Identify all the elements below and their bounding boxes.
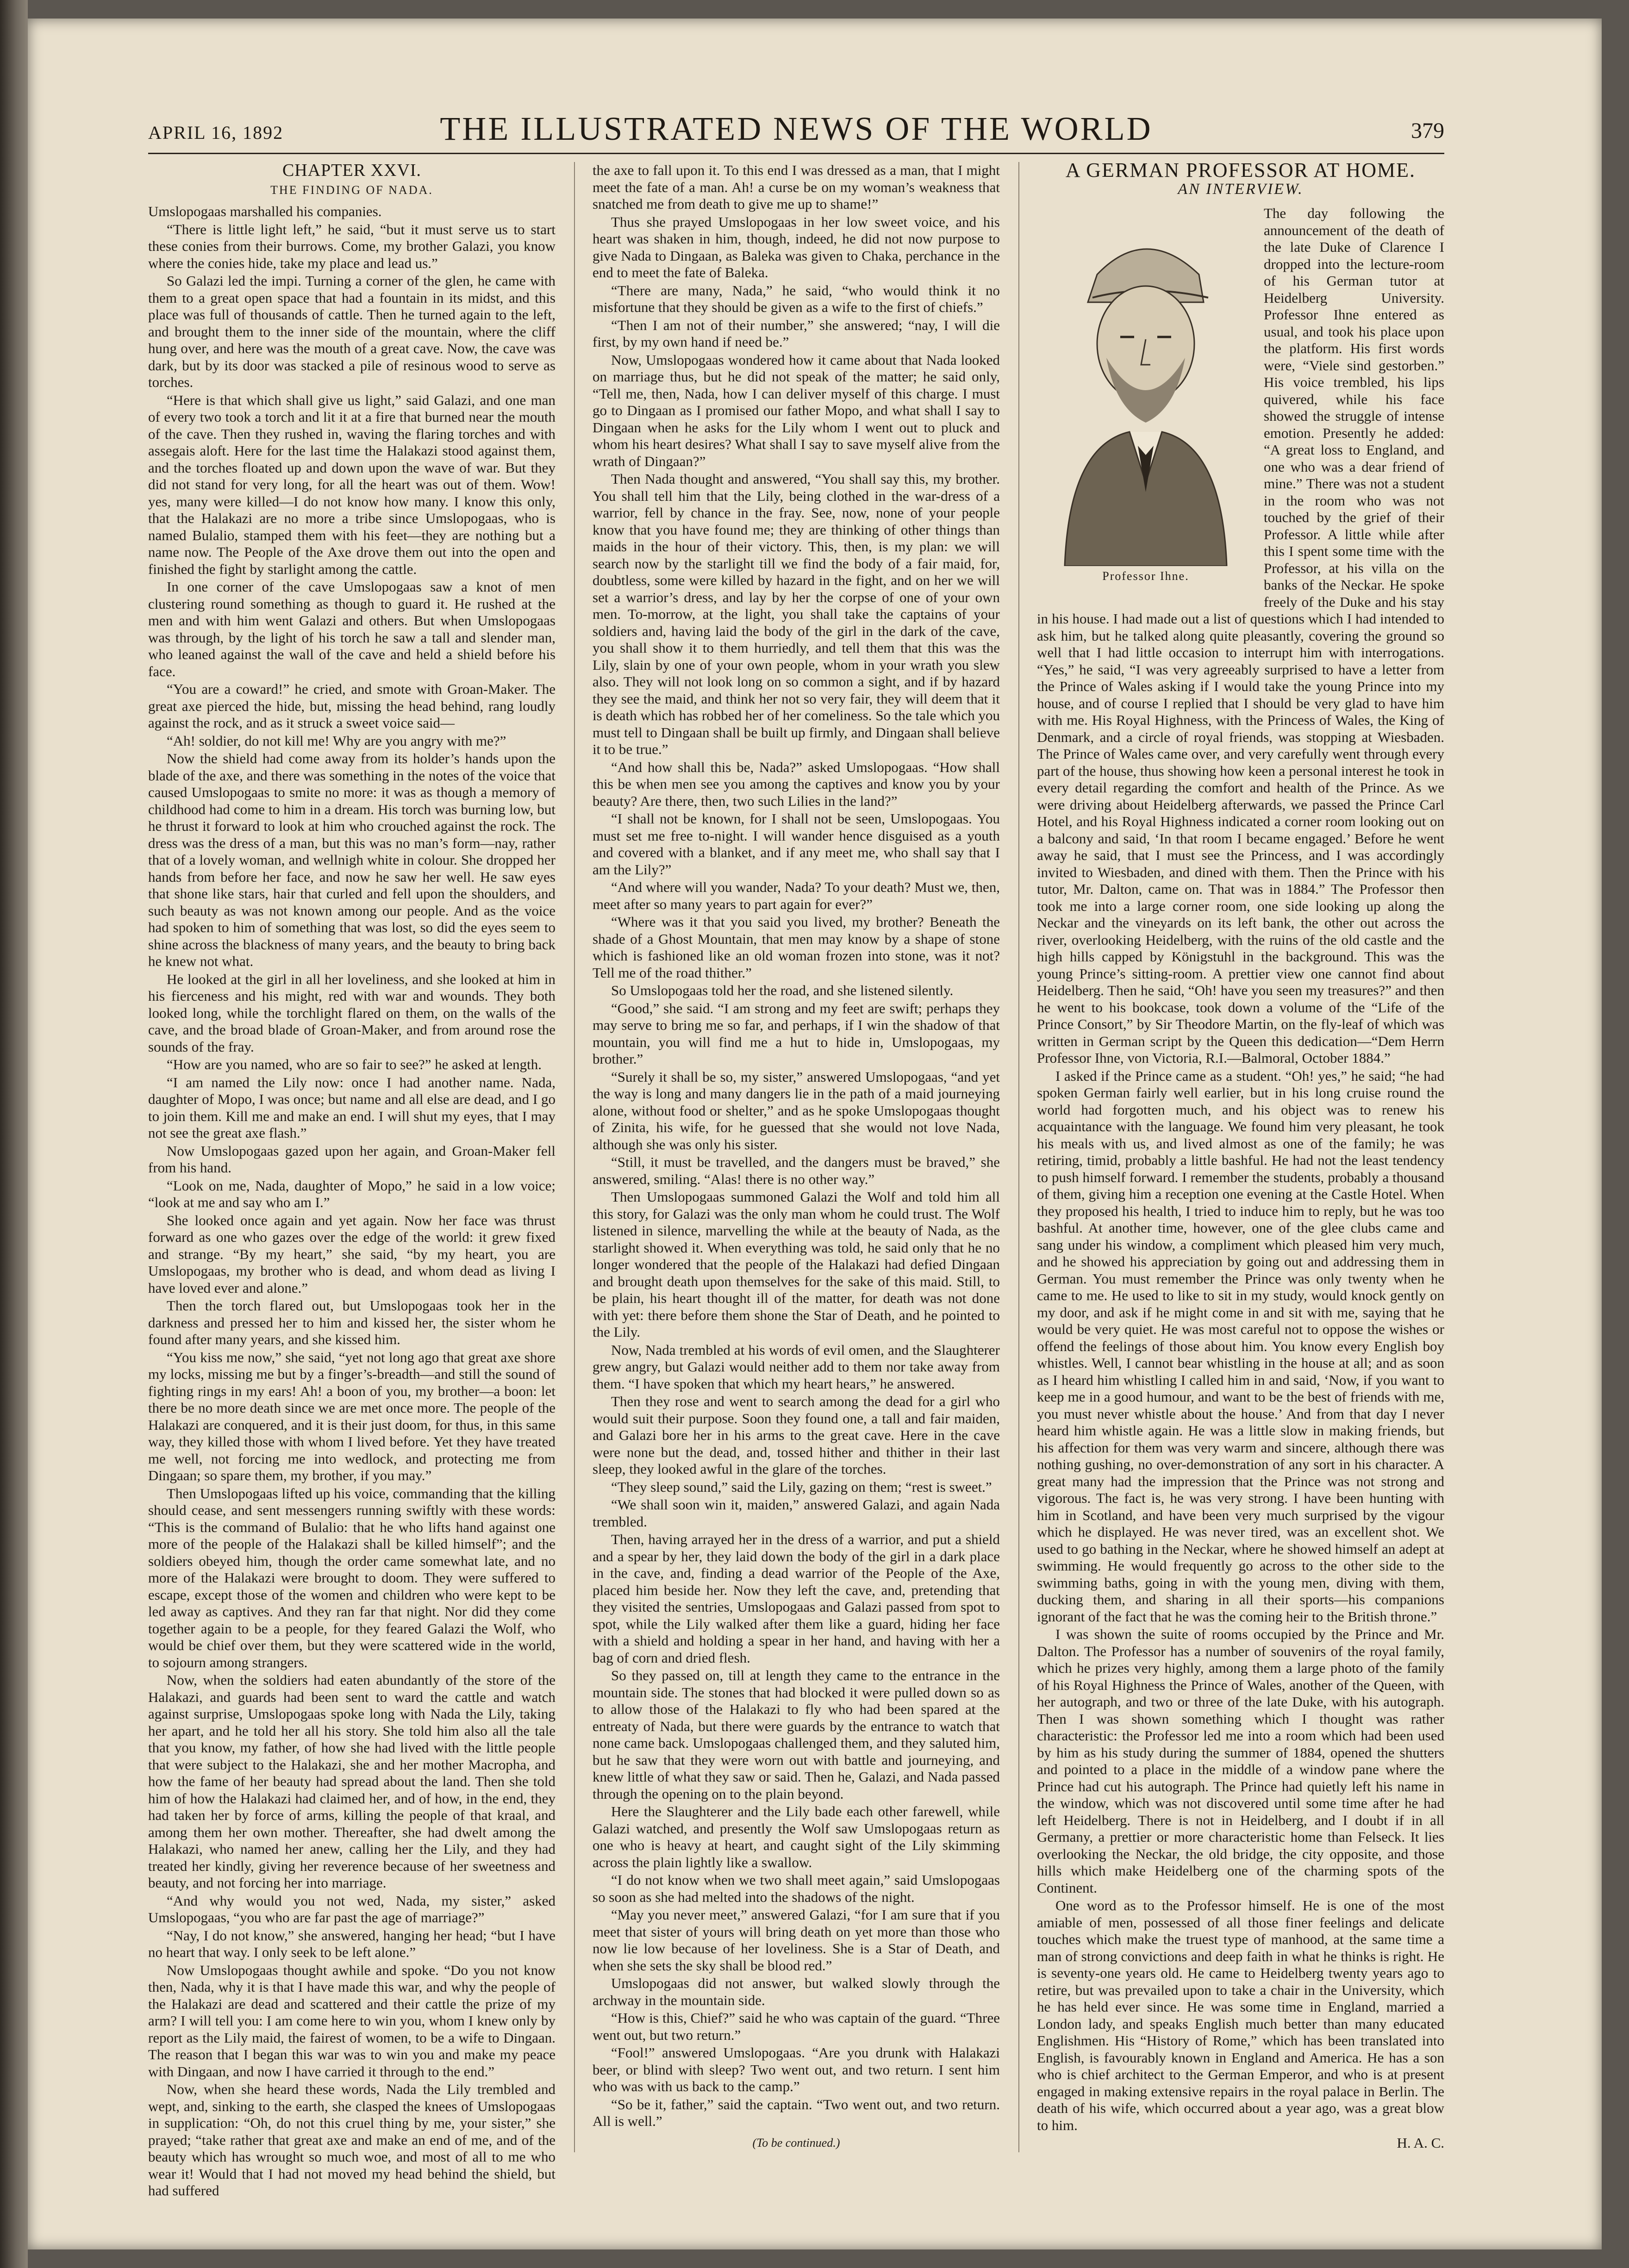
story-paragraph: Now Umslopogaas thought awhile and spoke. “Do you not know then, Nada, why it is that I have made this war, and why the people of the Halakazi are dead and scattered and their cattle the prize of my arm? I will tell you: I am come here to win you, whom I knew only by report as the Lily maid, the fairest of women, to be a wife to Dingaan. The reason that I began this war was to win you and make my peace with Dingaan, and now I have carried it through to the end.” bbox=[148, 1962, 555, 2080]
story-paragraph: “And where will you wander, Nada? To your death? Must we, then, meet after so many years to part again for ever?” bbox=[593, 879, 1000, 912]
story-paragraph: “I shall not be known, for I shall not be seen, Umslopogaas. You must set me free to-night. I will wander hence disguised as a youth and covered with a blanket, and if any meet me, who shall say that I am the Lily?” bbox=[593, 810, 1000, 878]
story-paragraph: Then they rose and went to search among the dead for a girl who would suit their purpose. Soon they found one, a tall and fair maiden, and Galazi bore her in his arms to the great cave. Here in the cave were none but the dead, and, tossed hither and thither in their last sleep, they looked awful in the glare of the torches. bbox=[593, 1393, 1000, 1477]
chapter-subtitle: THE FINDING OF NADA. bbox=[270, 183, 433, 197]
story-paragraph: He looked at the girl in all her loveliness, and she looked at him in his fierceness and his might, red with war and wounds. They both looked long, while the torchlight flared on them, on the walls of the cave, and the broad blade of Groan-Maker, and from around rose the sounds of the fray. bbox=[148, 971, 555, 1055]
story-body-1 bbox=[148, 203, 555, 2199]
masthead bbox=[148, 93, 1444, 148]
story-paragraph: “Nay, I do not know,” she answered, hanging her head; “but I have no heart that way. I only seek to be left alone.” bbox=[148, 1927, 555, 1960]
masthead-rule bbox=[148, 153, 1444, 154]
story-paragraph: “How are you named, who are so fair to see?” he asked at length. bbox=[167, 1056, 542, 1072]
story-paragraph: Then Umslopogaas lifted up his voice, commanding that the killing should cease, and sent messengers running swiftly with these words: “This is the command of Bulalio: that he who lifts hand against one more of the people of the Halakazi shall be killed himself”; and the soldiers obeyed him, though the order came somewhat late, and no more of the Halakazi were brought to doom. They were suffered to escape, except those of the women and children who were kept to be led away as captives. And they ran far that night. Nor did they come together again to be a people, for they feared Galazi the Wolf, who would be chief over them, but they were scattered wide in the world, to sojourn among strangers. bbox=[148, 1485, 555, 1670]
story-paragraph: Now, when she heard these words, Nada the Lily trembled and wept, and, sinking to the earth, she clasped the knees of Umslopogaas in supplication: “Oh, do not this cruel thing by me, your sister,” she prayed; “take rather that great axe and make an end of me, and of the beauty which has wrought so much woe, and most of all to me who wear it! Would that I had not moved my head behind the shield, but had suffered bbox=[148, 2081, 555, 2199]
story-paragraph: Then the torch flared out, but Umslopogaas took her in the darkness and pressed her to him and kissed her, the sister whom he found after many years, and she kissed him. bbox=[148, 1297, 555, 1347]
article-paragraph: I was shown the suite of rooms occupied by the Prince and Mr. Dalton. The Professor has a number of souvenirs of the royal family, which he prizes very highly, among them a large photo of the family of his Royal Highness the Prince of Wales, another of the Queen, with her autograph, and two or three of the late Duke, with his autograph. Then I was shown something which I thought was rather characteristic: the Professor led me into a room which had been used by him as his study during the summer of 1884, opened the shutters and pointed to a place in the middle of a window pane where the Prince had cut his autograph. The Prince had quietly left his name in the window, which was not discovered until some time after he had left Heidelberg. There is not in Heidelberg, and I doubt if in all Germany, a prettier or more characteristic home than Felseck. It lies overlooking the Neckar, the old bridge, the city opposite, and those hills which make Heidelberg one of the charming spots of the Continent. bbox=[1037, 1626, 1444, 1896]
story-paragraph: Now, Nada trembled at his words of evil omen, and the Slaughterer grew angry, but Galazi would neither add to them nor take away from them. “I have spoken that which my heart hears,” he answered. bbox=[593, 1341, 1000, 1392]
to-be-continued: (To be continued.) bbox=[752, 2136, 840, 2150]
story-paragraph: Now, Umslopogaas wondered how it came about that Nada looked on marriage thus, but he did not speak of the matter; he said only, “Tell me, then, Nada, how I can deliver myself of this charge. I must go to Dingaan as I promised our father Mopo, and what shall I say to Dingaan when he asks for the Lily whom I went out to pluck and whom his heart desires? What shall I say to save myself alive from the wrath of Dingaan?” bbox=[593, 351, 1000, 469]
column-divider bbox=[574, 162, 575, 2152]
story-paragraph: “Look on me, Nada, daughter of Mopo,” he said in a low voice; “look at me and say who am I.” bbox=[148, 1177, 555, 1210]
story-paragraph: Here the Slaughterer and the Lily bade each other farewell, while Galazi watched, and presently the Wolf saw Umslopogaas return as one who is heavy at heart, and caught sight of the Lily skimming across the plain lightly like a swallow. bbox=[593, 1803, 1000, 1870]
story-paragraph: So Umslopogaas told her the road, and she listened silently. bbox=[611, 982, 954, 998]
story-paragraph: “And how shall this be, Nada?” asked Umslopogaas. “How shall this be when men see you among the captives and know you by your beauty? Are there, then, two such Lilies in the land?” bbox=[593, 759, 1000, 809]
story-paragraph: Then, having arrayed her in the dress of a warrior, and put a shield and a spear by her, they laid down the body of the girl in a dark place in the cave, and, finding a dead warrior of the People of the Axe, placed him beside her. Now they left the cave, and, pretending that they visited the sentries, Umslopogaas and Galazi passed from spot to spot, while the Lily walked after them like a guard, hiding her face with a shield and holding a spear in her hand, and having with her a bag of corn and dried flesh. bbox=[593, 1531, 1000, 1666]
story-paragraph: “I do not know when we two shall meet again,” said Umslopogaas so soon as she had melted into the shadows of the night. bbox=[593, 1872, 1000, 1905]
story-paragraph: “Good,” she said. “I am strong and my feet are swift; perhaps they may serve to bring me so far, and perhaps, if I win the shadow of that mountain, you will find me a hut to hide in, Umslopogaas, my brother.” bbox=[593, 1000, 1000, 1067]
story-paragraph: “So be it, father,” said the captain. “Two went out, and two return. All is well.” bbox=[593, 2096, 1000, 2129]
professor-portrait-image bbox=[1037, 205, 1255, 566]
story-paragraph: Umslopogaas marshalled his companies. bbox=[148, 203, 382, 219]
story-paragraph: So Galazi led the impi. Turning a corner of the glen, he came with them to a great open space that had a fountain in its midst, and this place was full of thousands of cattle. Then he turned again to the left, and brought them to the inner side of the mountain, where the cliff hung over, and here was the mouth of a great cave. Now, the cave was dark, but by its door was stacked a pile of resinous wood to serve as torches. bbox=[148, 273, 555, 390]
portrait-caption: Professor Ihne. bbox=[1102, 569, 1189, 583]
article-body bbox=[1037, 205, 1444, 2134]
story-column-2 bbox=[593, 162, 1000, 2151]
story-paragraph: “Here is that which shall give us light,” said Galazi, and one man of every two took a torch and lit it at a fire that burned near the mouth of the cave. Then they rushed in, waving the flaring torches and with assegais aloft. Here for the last time the Halakazi stood against them, and the torches floated up and down upon the wave of war. But they did not stand for very long, for all the heart was out of them. Wow! yes, many were killed—I do not know how many. I know this only, that the Halakazi are no more a tribe since Umslopogaas, who is named Bulalio, stamped them with his feet—they are nothing but a name now. The People of the Axe drove them out into the open and finished the fight by starlight among the cattle. bbox=[148, 392, 555, 577]
story-paragraph: “We shall soon win it, maiden,” answered Galazi, and again Nada trembled. bbox=[593, 1496, 1000, 1530]
story-column-1 bbox=[148, 162, 555, 2200]
story-paragraph: She looked once again and yet again. Now her face was thrust forward as one who gazes over the edge of the world: it grew fixed and strange. “By my heart,” she said, “by my heart, you are Umslopogaas, my brother who is dead, and whom dead as living I have loved ever and alone.” bbox=[148, 1212, 555, 1296]
story-paragraph: Now Umslopogaas gazed upon her again, and Groan-Maker fell from his hand. bbox=[148, 1142, 555, 1176]
story-paragraph: Then Nada thought and answered, “You shall say this, my brother. You shall tell him that the Lily, being clothed in the war-dress of a warrior, fell by chance in the fray. See, now, none of your people know that you have found me; they are thinking of other things than maids in the hour of their victory. This, then, is my plan: we will search now by the starlight till we find the body of a fair maid, for, doubtless, some were killed by hazard in the fight, and on her we will set a warrior’s dress, and lay by her the corpse of one of your own men. To-morrow, at the light, you shall take the captains of your soldiers and, having laid the body of the girl in the dark of the cave, you shall show it to them hurriedly, and tell them that this was the Lily, slain by one of your own people, whom in your wrath you slew also. They will not look long on so common a sight, and if by hazard they see the maid, and think her not so very fair, they will deem that it is death which has robbed her of her comeliness. So the tale which you must tell to Dingaan shall be built up firmly, and Dingaan shall believe it to be true.” bbox=[593, 471, 1000, 757]
issue-date: APRIL 16, 1892 bbox=[148, 122, 284, 143]
story-paragraph: “Then I am not of their number,” she answered; “nay, I will die first, by my own hand if need be.” bbox=[593, 317, 1000, 350]
article-paragraph: I asked if the Prince came as a student. “Oh! yes,” he said; “he had spoken German fairly well earlier, but in his long cruise round the world had forgotten much, and his object was to renew his acquaintance with the language. We found him very pleasant, he took his meals with us, and lived almost as one of the family; he was retiring, timid, probably a little bashful. He had not the least tendency to push himself forward. I remember the students, probably a thousand of them, giving him a reception one evening at the Castle Hotel. When they proposed his health, I tried to induce him to reply, but he was too bashful. At another time, however, one of the glee clubs came and sang under his window, a compliment which pleased him very much, and he showed his appreciation by going out and addressing them in German. You must remember the Prince was only twenty when he came to me. He used to like to sit in my study, would knock gently on my door, and ask if he might come in and sit with me, saying that he would be very quiet. He was most careful not to oppose the wishes or offend the feelings of those about him. You know every English boy whistles. Well, I cannot bear whistling in the house at all; and as soon as I heard him whistling I called him in and said, ‘Now, if you want to keep me in a good humour, and want to be the best of friends with me, you must never whistle about the house.’ And from that day I never heard him whistle again. He was a little slow in making friends, but his affection for them was very warm and sincere, although there was nothing gushing, no over-demonstration of any sort in his character. A great many had the impression that the Prince was not strong and vigorous. The fact is, he was very strong. I have been hunting with him in Scotland, and have been very much surprised by the vigour which he displayed. He was never tired, was an excellent shot. We used to go bathing in the Neckar, where he showed himself an adept at swimming. He would frequently go across to the other side to the swimming baths, going in with the young men, diving with them, ducking them, and sharing in all their sports—his companions ignorant of the fact that he was the coming heir to the British throne.” bbox=[1037, 1067, 1444, 1625]
story-paragraph: Now, when the soldiers had eaten abundantly of the store of the Halakazi, and guards had been sent to ward the cattle and watch against surprise, Umslopogaas spoke long with Nada the Lily, taking her apart, and he told her all his story. She told him also all the tale that you know, my father, of how she had lived with the little people that were subject to the Halakazi, she and her mother Macropha, and how the fame of her beauty had spread about the land. Then she told him of how the Halakazi had claimed her, and of how, in the end, they had taken her by force of arms, killing the people of that kraal, and among them her own mother. Thereafter, she had dwelt among the Halakazi, who named her anew, calling her the Lily, and they had treated her kindly, giving her reverence because of her sweetness and beauty, and not forcing her into marriage. bbox=[148, 1672, 555, 1891]
story-paragraph: “You kiss me now,” she said, “yet not long ago that great axe shore my locks, missing me but by a finger’s-breadth—and still the sound of fighting rings in my ears! Ah! a boon of you, my brother—a boon: let there be no more death since we are met once more. The people of the Halakazi are conquered, and it is their just doom, for thus, in this same way, they killed those with whom I lived before. Yet they have treated me well, not forcing me into wedlock, and protecting me from Dingaan; so spare them, my brother, if you may.” bbox=[148, 1349, 555, 1483]
story-paragraph: “You are a coward!” he cried, and smote with Groan-Maker. The great axe pierced the hide, but, missing the head behind, rang loudly against the rock, and as it struck a sweet voice said— bbox=[148, 681, 555, 731]
portrait-engraving bbox=[1037, 205, 1255, 594]
story-paragraph: “Where was it that you said you lived, my brother? Beneath the shade of a Ghost Mountain, that men may know by a shape of stone which is fashioned like an old woman frozen into stone, was it not? Tell me of the road thither.” bbox=[593, 914, 1000, 981]
story-paragraph: In one corner of the cave Umslopogaas saw a knot of men clustering round something as though to guard it. He rushed at the men and with him went Galazi and others. But when Umslopogaas was through, by the light of his torch he saw a tall and slender man, who leaned against the wall of the cave and held a shield before his face. bbox=[148, 579, 555, 679]
story-paragraph: Thus she prayed Umslopogaas in her low sweet voice, and his heart was shaken in him, though, indeed, he did not now purpose to give Nada to Dingaan, as Baleka was given to Chaka, perchance in the end to meet the fate of Baleka. bbox=[593, 213, 1000, 280]
story-paragraph: So they passed on, till at length they came to the entrance in the mountain side. The stones that had blocked it were pulled down so as to allow those of the Halakazi to fly who had been spared at the entreaty of Nada, but there were guards by the entrance to watch that none came back. Umslopogaas challenged them, and they saluted him, but he saw that they were worn out with battle and journeying, and knew little of what they saw or said. Then he, Galazi, and Nada passed through the opening on to the plain beyond. bbox=[593, 1667, 1000, 1802]
story-paragraph: the axe to fall upon it. To this end I was dressed as a man, that I might meet the fate of a man. Ah! a curse be on my woman’s weakness that snatched me from death to give me up to shame!” bbox=[593, 162, 1000, 212]
book-spine bbox=[0, 0, 28, 2268]
article-paragraph: One word as to the Professor himself. He is one of the most amiable of men, possessed of all those finer feelings and delicate touches which make the truest type of manhood, at the same time a man of strong convictions and deep faith in what he thinks is right. He is seventy-one years old. He came to Heidelberg twenty years ago to retire, but was prevailed upon to take a chair in the University, which he has held ever since. He was some time in England, married a London lady, and speaks English much better than many educated Englishmen. His “History of Rome,” which has been translated into English, is favourably known in England and America. He has a son who is chief architect to the German Emperor, and who is at present engaged in making extensive repairs in the royal palace in Berlin. The death of his wife, which occurred about a year ago, was a great blow to him. bbox=[1037, 1897, 1444, 2133]
column-divider bbox=[1018, 162, 1019, 2152]
story-paragraph: “There are many, Nada,” he said, “who would think it no misfortune that they should be given as a wife to the first of chiefs.” bbox=[593, 282, 1000, 315]
story-paragraph: “I am named the Lily now: once I had another name. Nada, daughter of Mopo, I was once; but name and all else are dead, and I go to join them. Kill me and make an end. I will shut my eyes, that I may not see the great axe flash.” bbox=[148, 1074, 555, 1141]
story-paragraph: “There is little light left,” he said, “but it must serve us to start these conies from their burrows. Come, my brother Galazi, you know where the conies hide, take my place and lead us.” bbox=[148, 221, 555, 271]
story-body-2 bbox=[593, 162, 1000, 2130]
chapter-heading: CHAPTER XXVI. bbox=[282, 161, 422, 180]
story-paragraph: “Surely it shall be so, my sister,” answered Umslopogaas, “and yet the way is long and many dangers lie in the path of a maid journeying alone, without food or shelter,” and as he spoke Umslopogaas thought of Zinita, his wife, for he guessed that she would not love Nada, although she was only his sister. bbox=[593, 1068, 1000, 1153]
page-number: 379 bbox=[1411, 118, 1444, 143]
story-paragraph: “How is this, Chief?” said he who was captain of the guard. “Three went out, but two return.” bbox=[593, 2010, 1000, 2043]
publication-title: THE ILLUSTRATED NEWS OF THE WORLD bbox=[440, 110, 1153, 147]
article-paragraph: The day following the announcement of the death of the late Duke of Clarence I dropped into the lecture-room of his German tutor at Heidelberg University. Professor Ihne entered as usual, and took his place upon the platform. His first words were, “Viele sind gestorben.” His voice trembled, his lips quivered, while his face showed the struggle of intense emotion. Presently he added: “A great loss to England, and one who was a dear friend of mine.” There was not a student in the room who was not touched by the grief of their Professor. A little while after this I spent some time with the Professor, at his villa on the banks of the Neckar. He spoke freely of the Duke and his stay in his house. I had made out a list of questions which I had intended to ask him, but he talked along quite pleasantly, covering the ground so well that I had little occasion to interrupt him with interrogations. “Yes,” he said, “I was very agreeably surprised to have a letter from the Prince of Wales asking if I would take the young Prince into my house, and of course I replied that I should be very glad to have him with me. His Royal Highness, with the Princess of Wales, the King of Denmark, and a circle of royal friends, was stopping at Wiesbaden. The Prince of Wales came over, and very carefully went through every part of the house, thus showing how keen a personal interest he took in every detail regarding the comfort and health of the Prince. As we were driving about Heidelberg afterwards, we passed the Prince Carl Hotel, and his Royal Highness indicated a corner room looking out on a balcony and said, ‘In that room I became engaged.’ Before he went away he said, that I must see the Princess, and I was accordingly invited to Wiesbaden, and dined with them. Then the Prince with his tutor, Mr. Dalton, came on. That was in 1884.” The Professor then took me into a large corner room, one side looking up along the Neckar and the vineyards on its left bank, the other out across the river, overlooking Heidelberg, with the ruins of the old castle and the high hills capped by Königstuhl in the background. This was the young Prince’s sitting-room. A prettier view one cannot find about Heidelberg. Then he said, “Oh! have you seen my treasures?” and then he went to his bookcase, took down a volume of the “Life of the Prince Consort,” by Sir Theodore Martin, on the fly-leaf of which was written in German script by the Queen this dedication—“Dem Herrn Professor Ihne, von Victoria, R.I.—Balmoral, October 1884.” bbox=[1037, 205, 1444, 1066]
article-subtitle: AN INTERVIEW. bbox=[1178, 180, 1304, 198]
story-paragraph: “Ah! soldier, do not kill me! Why are you angry with me?” bbox=[167, 732, 506, 749]
story-paragraph: “Still, it must be travelled, and the dangers must be braved,” she answered, smiling. “Alas! there is no other way.” bbox=[593, 1154, 1000, 1187]
story-paragraph: “And why would you not wed, Nada, my sister,” asked Umslopogaas, “you who are far past the age of marriage?” bbox=[148, 1892, 555, 1925]
story-paragraph: Umslopogaas did not answer, but walked slowly through the archway in the mountain side. bbox=[593, 1975, 1000, 2008]
story-paragraph: Now the shield had come away from its holder’s hands upon the blade of the axe, and there was something in the notes of the voice that caused Umslopogaas to smite no more: it was as though a memory of childhood had come to him in a dream. His torch was burning low, but he thrust it forward to look at him who crouched against the rock. The dress was the dress of a man, but this was no man’s form—nay, rather that of a lovely woman, and wellnigh white in colour. She dropped her hands from before her face, and now he saw her well. He saw eyes that shone like stars, hair that curled and fell upon the shoulders, and such beauty as was not known among our people. And as the voice had spoken to him of something that was lost, so did the eyes seem to shine across the blackness of many years, and the beauty to bring back he knew not what. bbox=[148, 750, 555, 969]
story-paragraph: “May you never meet,” answered Galazi, “for I am sure that if you meet that sister of yours will bring death on yet more than those who now lie low because of her loveliness. She is a Star of Death, and when she sets the sky shall be blood red.” bbox=[593, 1907, 1000, 1974]
author-signature: H. A. C. bbox=[1397, 2135, 1444, 2151]
story-paragraph: “They sleep sound,” said the Lily, gazing on them; “rest is sweet.” bbox=[611, 1478, 992, 1495]
story-paragraph: “Fool!” answered Umslopogaas. “Are you drunk with Halakazi beer, or blind with sleep? Two went out, and two return. I sent him who was with us back to the camp.” bbox=[593, 2044, 1000, 2094]
story-paragraph: Then Umslopogaas summoned Galazi the Wolf and told him all this story, for Galazi was the only man whom he could trust. The Wolf listened in silence, marvelling the while at the beauty of Nada, as the starlight showed it. When everything was told, he said only that he no longer wondered that the people of the Halakazi had defied Dingaan and brought death upon themselves for the sake of this maid. Still, to be plain, his heart thought ill of the matter, for death was not done with yet: there before them shone the Star of Death, and he pointed to the Lily. bbox=[593, 1189, 1000, 1340]
article-column bbox=[1037, 159, 1444, 2152]
article-title: A GERMAN PROFESSOR AT HOME. bbox=[1065, 159, 1416, 181]
